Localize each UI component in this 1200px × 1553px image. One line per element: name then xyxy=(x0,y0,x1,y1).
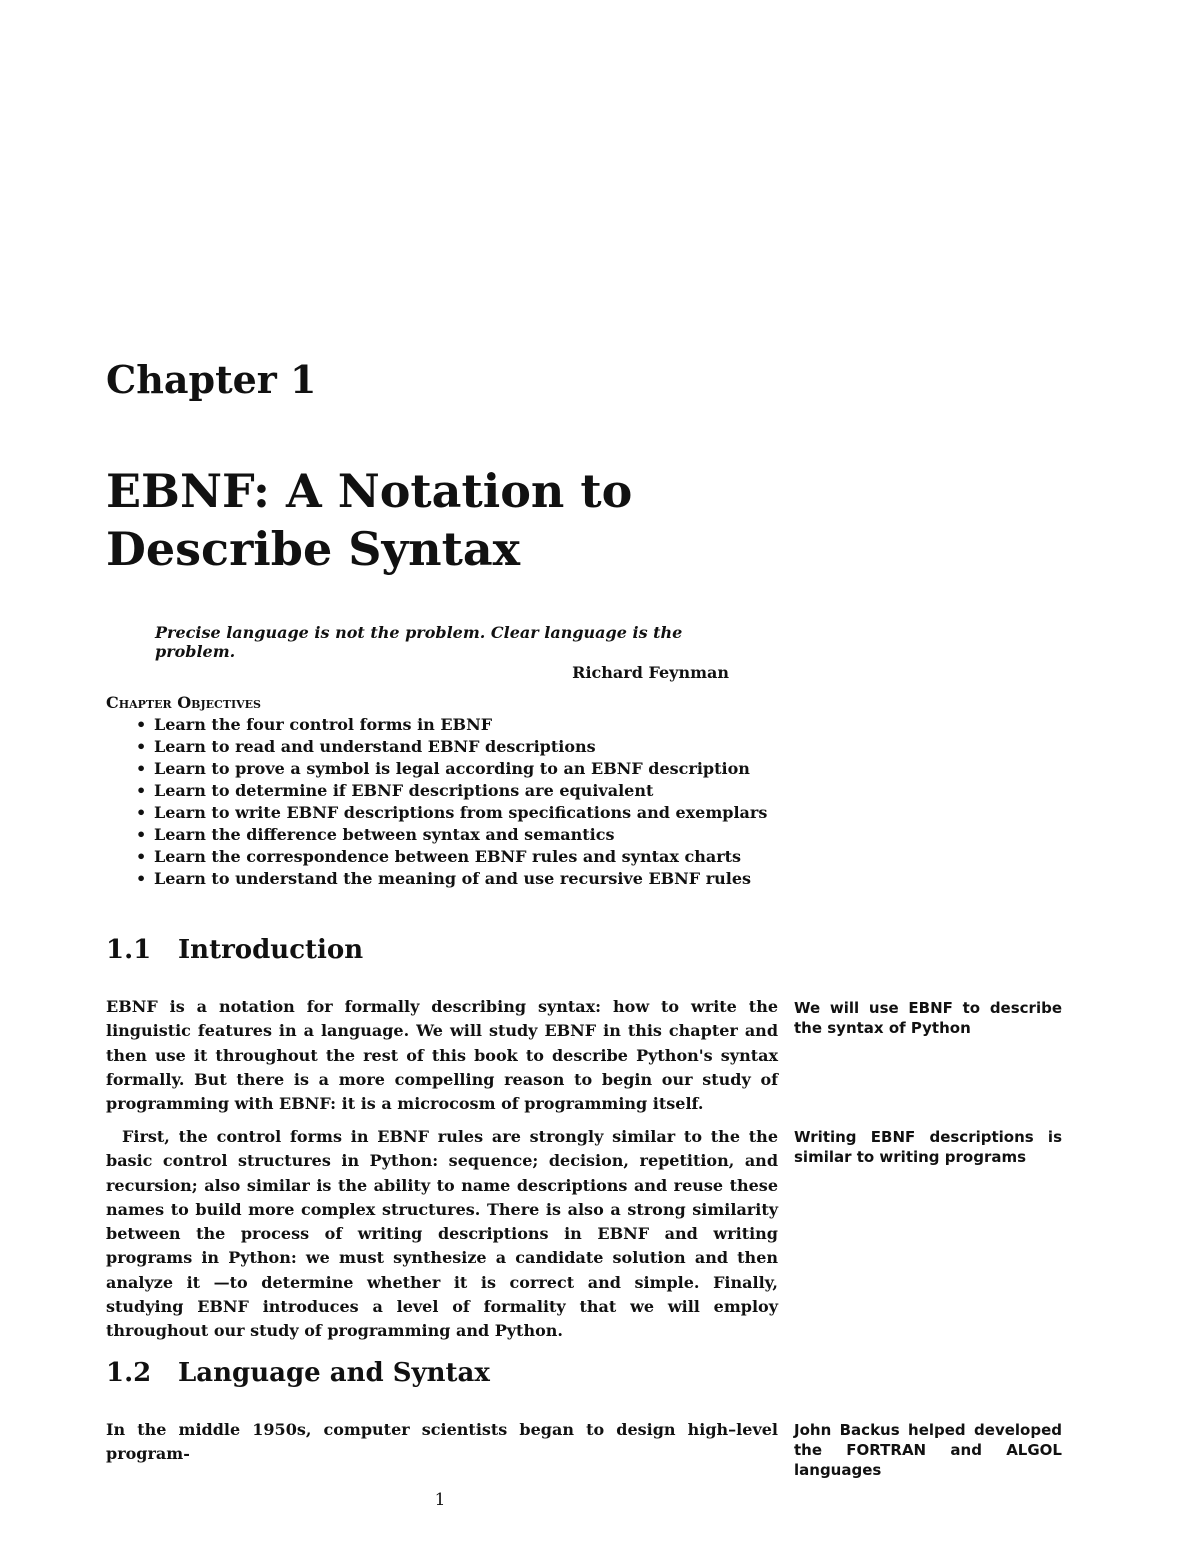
margin-note: We will use EBNF to describe the syntax of Python xyxy=(794,999,1062,1037)
page-number: 1 xyxy=(434,1490,446,1510)
bullet-icon: • xyxy=(136,803,147,822)
objectives-list xyxy=(136,714,806,890)
chapter-label: Chapter 1 xyxy=(106,357,317,402)
objective-text: Learn the correspondence between EBNF rules and syntax charts xyxy=(154,847,742,866)
paragraph: In the middle 1950s, computer scientists began to design high–level program- xyxy=(106,1420,778,1464)
epigraph-author: Richard Feynman xyxy=(572,663,729,682)
margin-note: John Backus helped developed the FORTRAN and ALGOL languages xyxy=(794,1421,1062,1479)
list-item xyxy=(136,868,806,890)
bullet-icon: • xyxy=(136,825,147,844)
objective-text: Learn to write EBNF descriptions from specifications and exemplars xyxy=(154,803,768,822)
paragraph: First, the control forms in EBNF rules are strongly similar to the the basic control structures in Python: sequence; decision, repetition, and recursion; also similar is the ability to name descriptions and reuse these names to build more complex structures. There is also a strong similarity between the process of writing descriptions in EBNF and writing programs in Python: we must synthesize a candidate solution and then analyze it —to determine whether it is correct and simple. Finally, studying EBNF introduces a level of formality that we will employ throughout our study of programming and Python. xyxy=(106,1127,778,1341)
list-item xyxy=(136,714,806,736)
section-number: 1.2 xyxy=(106,1358,152,1388)
section-number: 1.1 xyxy=(106,935,152,965)
list-item xyxy=(136,846,806,868)
epigraph-quote: Precise language is not the problem. Clear language is the problem. xyxy=(155,623,683,661)
objectives-heading: Chapter Objectives xyxy=(106,693,261,712)
margin-note: Writing EBNF descriptions is similar to writing programs xyxy=(794,1128,1062,1166)
list-item xyxy=(136,780,806,802)
section-heading-introduction xyxy=(106,934,363,966)
section-heading-language-and-syntax xyxy=(106,1357,490,1389)
section-title: Introduction xyxy=(178,935,364,965)
objective-text: Learn to read and understand EBNF descriptions xyxy=(154,737,596,756)
bullet-icon: • xyxy=(136,759,147,778)
section-title: Language and Syntax xyxy=(178,1358,490,1388)
chapter-title: EBNF: A Notation to Describe Syntax xyxy=(106,464,633,576)
paragraph: EBNF is a notation for formally describing syntax: how to write the linguistic features in a language. We will study EBNF in this chapter and then use it throughout the rest of this book to describe Python's syntax formally. But there is a more compelling reason to begin our study of programming with EBNF: it is a microcosm of programming itself. xyxy=(106,997,778,1114)
bullet-icon: • xyxy=(136,781,147,800)
bullet-icon: • xyxy=(136,715,147,734)
epigraph xyxy=(155,623,729,682)
list-item xyxy=(136,736,806,758)
objective-text: Learn to determine if EBNF descriptions are equivalent xyxy=(154,781,654,800)
list-item xyxy=(136,824,806,846)
list-item xyxy=(136,758,806,780)
objective-text: Learn to prove a symbol is legal according to an EBNF description xyxy=(154,759,750,778)
objective-text: Learn the four control forms in EBNF xyxy=(154,715,493,734)
bullet-icon: • xyxy=(136,737,147,756)
objective-text: Learn to understand the meaning of and use recursive EBNF rules xyxy=(154,869,752,888)
list-item xyxy=(136,802,806,824)
bullet-icon: • xyxy=(136,869,147,888)
objective-text: Learn the difference between syntax and semantics xyxy=(154,825,615,844)
chapter-objectives xyxy=(106,692,806,890)
bullet-icon: • xyxy=(136,847,147,866)
